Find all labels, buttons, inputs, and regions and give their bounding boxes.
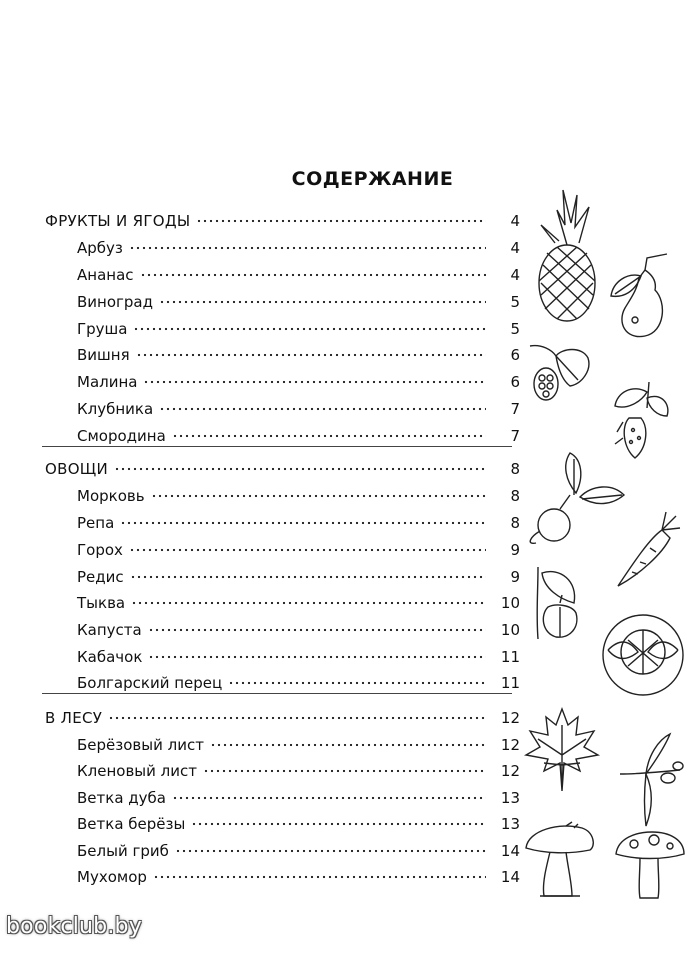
leader-dots [151, 481, 486, 501]
leader-dots [153, 862, 486, 882]
toc-page-number: 7 [510, 400, 520, 418]
pepper-illustration [530, 563, 590, 643]
toc-page-number: 6 [510, 346, 520, 364]
toc-page-number: 6 [510, 373, 520, 391]
toc-item[interactable] [77, 314, 520, 338]
pineapple-illustration [527, 185, 607, 325]
toc-item-label: Капуста [77, 621, 142, 639]
toc-item[interactable] [77, 367, 520, 391]
cabbage-illustration [598, 610, 688, 700]
carrot-illustration [610, 508, 690, 593]
toc-page-number: 13 [500, 815, 520, 833]
toc-page-number: 4 [510, 266, 520, 284]
toc-item-label: Смородина [77, 427, 166, 445]
toc-item-label: Берёзовый лист [77, 736, 204, 754]
toc-item-label: Малина [77, 373, 138, 391]
toc-item[interactable] [77, 233, 520, 257]
toc-section-label: В ЛЕСУ [45, 709, 103, 727]
toc-item-label: Клубника [77, 400, 154, 418]
leader-dots [159, 287, 486, 307]
toc-item[interactable] [77, 481, 520, 505]
toc-page-number: 8 [510, 487, 520, 505]
leader-dots [114, 454, 486, 474]
toc-item[interactable] [77, 836, 520, 860]
toc-item-label: Ветка берёзы [77, 815, 186, 833]
toc-item[interactable] [77, 642, 520, 666]
pear-illustration [605, 250, 675, 350]
toc-item-label: Кленовый лист [77, 762, 197, 780]
leader-dots [129, 535, 486, 555]
toc-item[interactable] [77, 394, 520, 418]
toc-item-label: Ветка дуба [77, 789, 166, 807]
maple-leaf-illustration [522, 705, 602, 795]
toc-item-label: Морковь [77, 487, 145, 505]
leader-dots [133, 314, 486, 334]
leader-dots [129, 233, 486, 253]
toc-item-label: Редис [77, 568, 124, 586]
toc-item[interactable] [77, 756, 520, 780]
leader-dots [140, 260, 486, 280]
toc-item[interactable] [77, 535, 520, 559]
toc-page-number: 12 [500, 762, 520, 780]
leader-dots [191, 809, 486, 829]
raspberry-illustration [522, 340, 602, 410]
toc-item[interactable] [77, 862, 520, 886]
toc-item-label: Горох [77, 541, 123, 559]
leader-dots [172, 421, 486, 441]
toc-item-label: Ананас [77, 266, 134, 284]
toc-item-label: Тыква [77, 594, 126, 612]
toc-page-number: 4 [510, 212, 520, 230]
toc-page-number: 9 [510, 541, 520, 559]
leader-dots [148, 642, 486, 662]
toc-item[interactable] [77, 588, 520, 612]
leader-dots [172, 783, 486, 803]
toc-item-label: Арбуз [77, 239, 123, 257]
toc-item[interactable] [77, 668, 520, 692]
toc-item-label: Мухомор [77, 868, 147, 886]
toc-item[interactable] [77, 615, 520, 639]
toc-item-label: Кабачок [77, 648, 143, 666]
leader-dots [210, 730, 486, 750]
leader-dots [130, 562, 486, 582]
leader-dots [131, 588, 486, 608]
toc-page-number: 7 [510, 427, 520, 445]
toc-page-number: 9 [510, 568, 520, 586]
leader-dots [120, 508, 486, 528]
toc-page-number: 5 [510, 293, 520, 311]
toc-section-forest[interactable] [45, 703, 520, 727]
toc-item[interactable] [77, 783, 520, 807]
toc-item[interactable] [77, 809, 520, 833]
oak-branch-illustration [610, 730, 690, 830]
toc-page-number: 10 [500, 621, 520, 639]
toc-item[interactable] [77, 508, 520, 532]
toc-item-label: Репа [77, 514, 115, 532]
leader-dots [108, 703, 486, 723]
fly-agaric-illustration [612, 830, 688, 900]
toc-page-number: 11 [500, 674, 520, 692]
toc-item[interactable] [77, 260, 520, 284]
toc-page-number: 14 [500, 842, 520, 860]
toc-page-number: 8 [510, 460, 520, 478]
toc-item-label: Груша [77, 320, 128, 338]
toc-page-number: 5 [510, 320, 520, 338]
toc-page-number: 11 [500, 648, 520, 666]
toc-page-number: 12 [500, 709, 520, 727]
leader-dots [159, 394, 486, 414]
toc-item[interactable] [77, 421, 520, 445]
toc-section-label: ОВОЩИ [45, 460, 109, 478]
leader-dots [148, 615, 486, 635]
leader-dots [143, 367, 486, 387]
toc-page-number: 13 [500, 789, 520, 807]
toc-section-label: ФРУКТЫ И ЯГОДЫ [45, 212, 191, 230]
toc-page-number: 12 [500, 736, 520, 754]
toc-item[interactable] [77, 562, 520, 586]
porcini-mushroom-illustration [520, 820, 600, 900]
toc-item-label: Вишня [77, 346, 130, 364]
toc-page-number: 4 [510, 239, 520, 257]
section-divider [42, 693, 512, 694]
toc-item[interactable] [77, 340, 520, 364]
page-title: СОДЕРЖАНИЕ [291, 168, 454, 190]
leader-dots [203, 756, 486, 776]
watermark: bookclub.by [6, 914, 142, 939]
toc-section-fruits[interactable] [45, 206, 520, 230]
toc-page-number: 14 [500, 868, 520, 886]
leader-dots [136, 340, 486, 360]
toc-section-vegetables[interactable] [45, 454, 520, 478]
toc-item-label: Болгарский перец [77, 674, 223, 692]
toc-page-number: 10 [500, 594, 520, 612]
toc-item[interactable] [77, 287, 520, 311]
leader-dots [228, 668, 486, 688]
toc-item[interactable] [77, 730, 520, 754]
leader-dots [196, 206, 486, 226]
toc-item-label: Виноград [77, 293, 153, 311]
section-divider [42, 446, 512, 447]
leader-dots [175, 836, 486, 856]
toc-item-label: Белый гриб [77, 842, 169, 860]
toc-page-number: 8 [510, 514, 520, 532]
